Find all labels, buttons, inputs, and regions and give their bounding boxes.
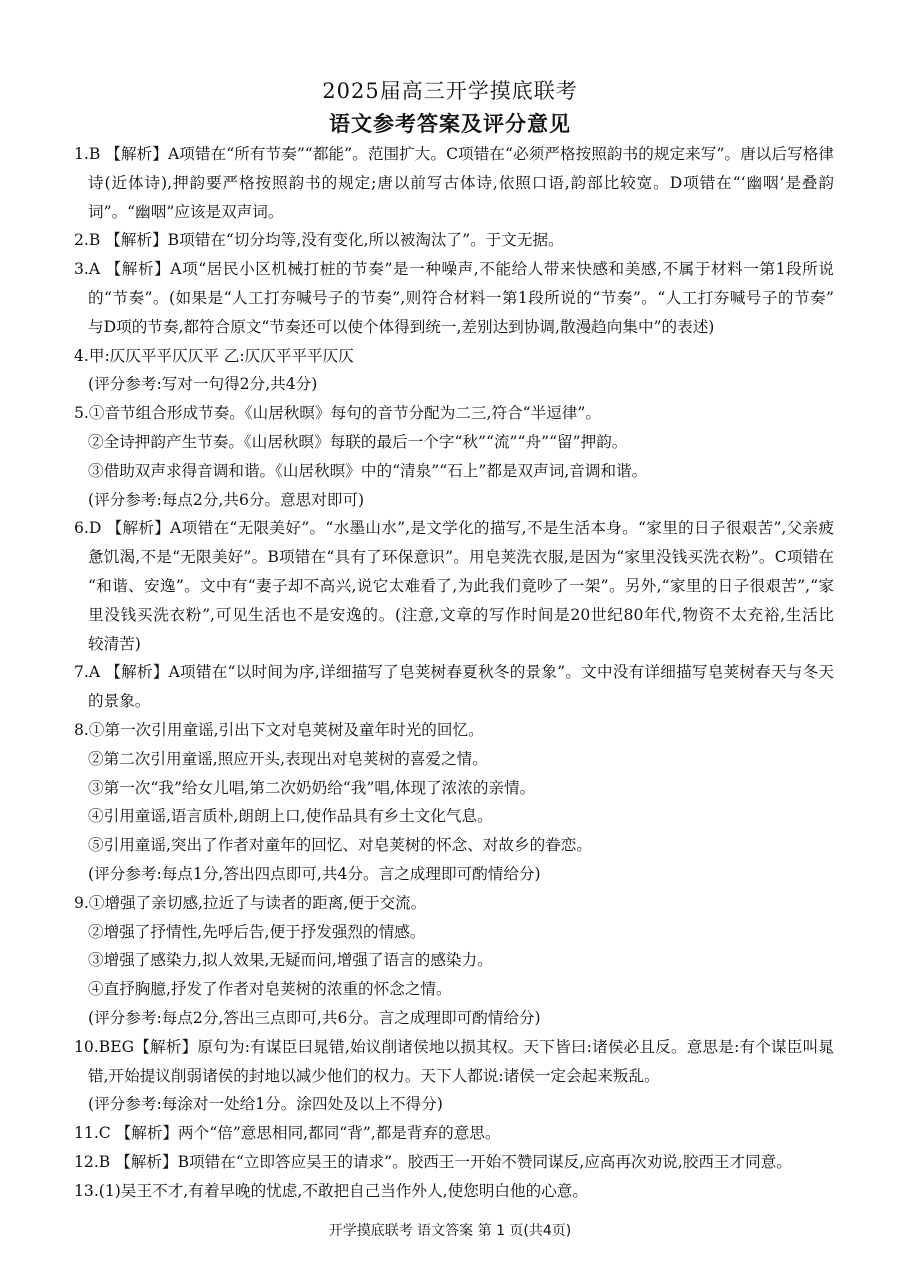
answer-line: (评分参考:每点2分,共6分。意思对即可): [88, 490, 365, 509]
answer-line: 较清苦): [88, 634, 141, 653]
answer-line: (评分参考:每点1分,答出四点即可,共4分。言之成理即可酌情给分): [88, 864, 541, 883]
answer-line: 4.甲:仄仄平平仄仄平 乙:仄仄平平平仄仄: [74, 346, 354, 365]
answer-line: “和谐、安逸”。文中有“妻子却不高兴,说它太难看了,为此我们竟吵了一架”。另外,“家里的日子很艰苦”,“家: [88, 576, 834, 595]
answer-line: ⑤引用童谣,突出了作者对童年的回忆、对皂荚树的怀念、对故乡的眷恋。: [88, 836, 592, 855]
answer-line: (评分参考:写对一句得2分,共4分): [88, 375, 318, 394]
answer-line: 错,开始提议削弱诸侯的封地以减少他们的权力。天下人都说:诸侯一定会起来叛乱。: [88, 1066, 660, 1085]
answer-line: 的“节奏”。(如果是“人工打夯喊号子的节奏”,则符合材料一第1段所说的“节奏”。“人工打夯喊号子的节奏”: [88, 288, 834, 307]
answer-line: 3.A 【解析】A项“居民小区机械打桩的节奏”是一种噪声,不能给人带来快感和美感,不属于材料一第1段所说: [74, 260, 834, 279]
answer-line: 8.①第一次引用童谣,引出下文对皂荚树及童年时光的回忆。: [74, 720, 484, 739]
exam-title: 2025届高三开学摸底联考: [322, 79, 578, 103]
answer-line: 12.B 【解析】B项错在“立即答应吴王的请求”。胶西王一开始不赞同谋反,应高再次劝说,胶西王才同意。: [74, 1152, 792, 1171]
answer-line: 10.BEG【解析】原句为:有谋臣曰晁错,始议削诸侯地以损其权。天下皆曰:诸侯必且反。意思是:有个谋臣叫晁: [74, 1037, 834, 1056]
answer-line: 9.①增强了亲切感,拉近了与读者的距离,便于交流。: [74, 893, 427, 912]
answer-line: 与D项的节奏,都符合原文“节奏还可以使个体得到统一,差别达到协调,散漫趋向集中”的表述): [88, 317, 715, 336]
answer-line: ③增强了感染力,拟人效果,无疑而问,增强了语言的感染力。: [88, 951, 493, 970]
answer-line: ②全诗押韵产生节奏。《山居秋暝》每联的最后一个字“秋”“流”“舟”“留”押韵。: [88, 432, 628, 451]
answer-line: 的景象。: [88, 692, 151, 711]
answer-line: 诗(近体诗),押韵要严格按照韵书的规定;唐以前写古体诗,依照口语,韵部比较宽。D项错在“‘幽咽’是叠韵: [88, 173, 834, 192]
answer-line: 里没钱买洗衣粉”,可见生活也不是安逸的。(注意,文章的写作时间是20世纪80年代,物资不太充裕,生活比: [88, 605, 834, 624]
answer-body: [74, 140, 834, 1205]
answer-line: ④直抒胸臆,抒发了作者对皂荚树的浓重的怀念之情。: [88, 980, 452, 999]
answer-line: ③第一次“我”给女儿唱,第二次奶奶给“我”唱,体现了浓浓的亲情。: [88, 778, 536, 797]
answer-line: 13.(1)吴王不才,有着早晚的忧虑,不敢把自己当作外人,使您明白他的心意。: [74, 1181, 588, 1200]
answer-line: 1.B 【解析】A项错在“所有节奏”“都能”。范围扩大。C项错在“必须严格按照韵书的规定来写”。唐以后写格律: [74, 145, 834, 163]
answer-line: 词”。“幽咽”应该是双声词。: [88, 202, 284, 221]
answer-line: 7.A 【解析】A项错在“以时间为序,详细描写了皂荚树春夏秋冬的景象”。文中没有详细描写皂荚树春天与冬天: [74, 663, 834, 682]
answer-line: ②第二次引用童谣,照应开头,表现出对皂荚树的喜爱之情。: [88, 749, 488, 768]
answer-line: (评分参考:每点2分,答出三点即可,共6分。言之成理即可酌情给分): [88, 1008, 541, 1027]
answer-line: 11.C 【解析】两个“倍”意思相同,都同“背”,都是背弃的意思。: [74, 1124, 501, 1143]
answer-line: (评分参考:每涂对一处给1分。涂四处及以上不得分): [88, 1095, 443, 1114]
answer-line: ③借助双声求得音调和谐。《山居秋暝》中的“清泉”“石上”都是双声词,音调和谐。: [88, 461, 648, 480]
answer-line: ④引用童谣,语言质朴,朗朗上口,使作品具有乡土文化气息。: [88, 807, 493, 826]
answer-line: 2.B 【解析】B项错在“切分均等,没有变化,所以被淘汰了”。于文无据。: [74, 231, 564, 250]
answer-line: 6.D 【解析】A项错在“无限美好”。“水墨山水”,是文学化的描写,不是生活本身。“家里的日子很艰苦”,父亲疲: [74, 519, 834, 538]
answer-line: 惫饥渴,不是“无限美好”。B项错在“具有了环保意识”。用皂荚洗衣服,是因为“家里没钱买洗衣粉”。C项错在: [88, 548, 834, 567]
answer-line: ②增强了抒情性,先呼后告,便于抒发强烈的情感。: [88, 922, 426, 941]
document-subtitle: 语文参考答案及评分意见: [329, 111, 571, 136]
answer-line: 5.①音节组合形成节奏。《山居秋暝》每句的音节分配为二三,符合“半逗律”。: [74, 404, 601, 423]
page-footer: 开学摸底联考 语文答案 第 1 页(共4页): [328, 1223, 572, 1239]
